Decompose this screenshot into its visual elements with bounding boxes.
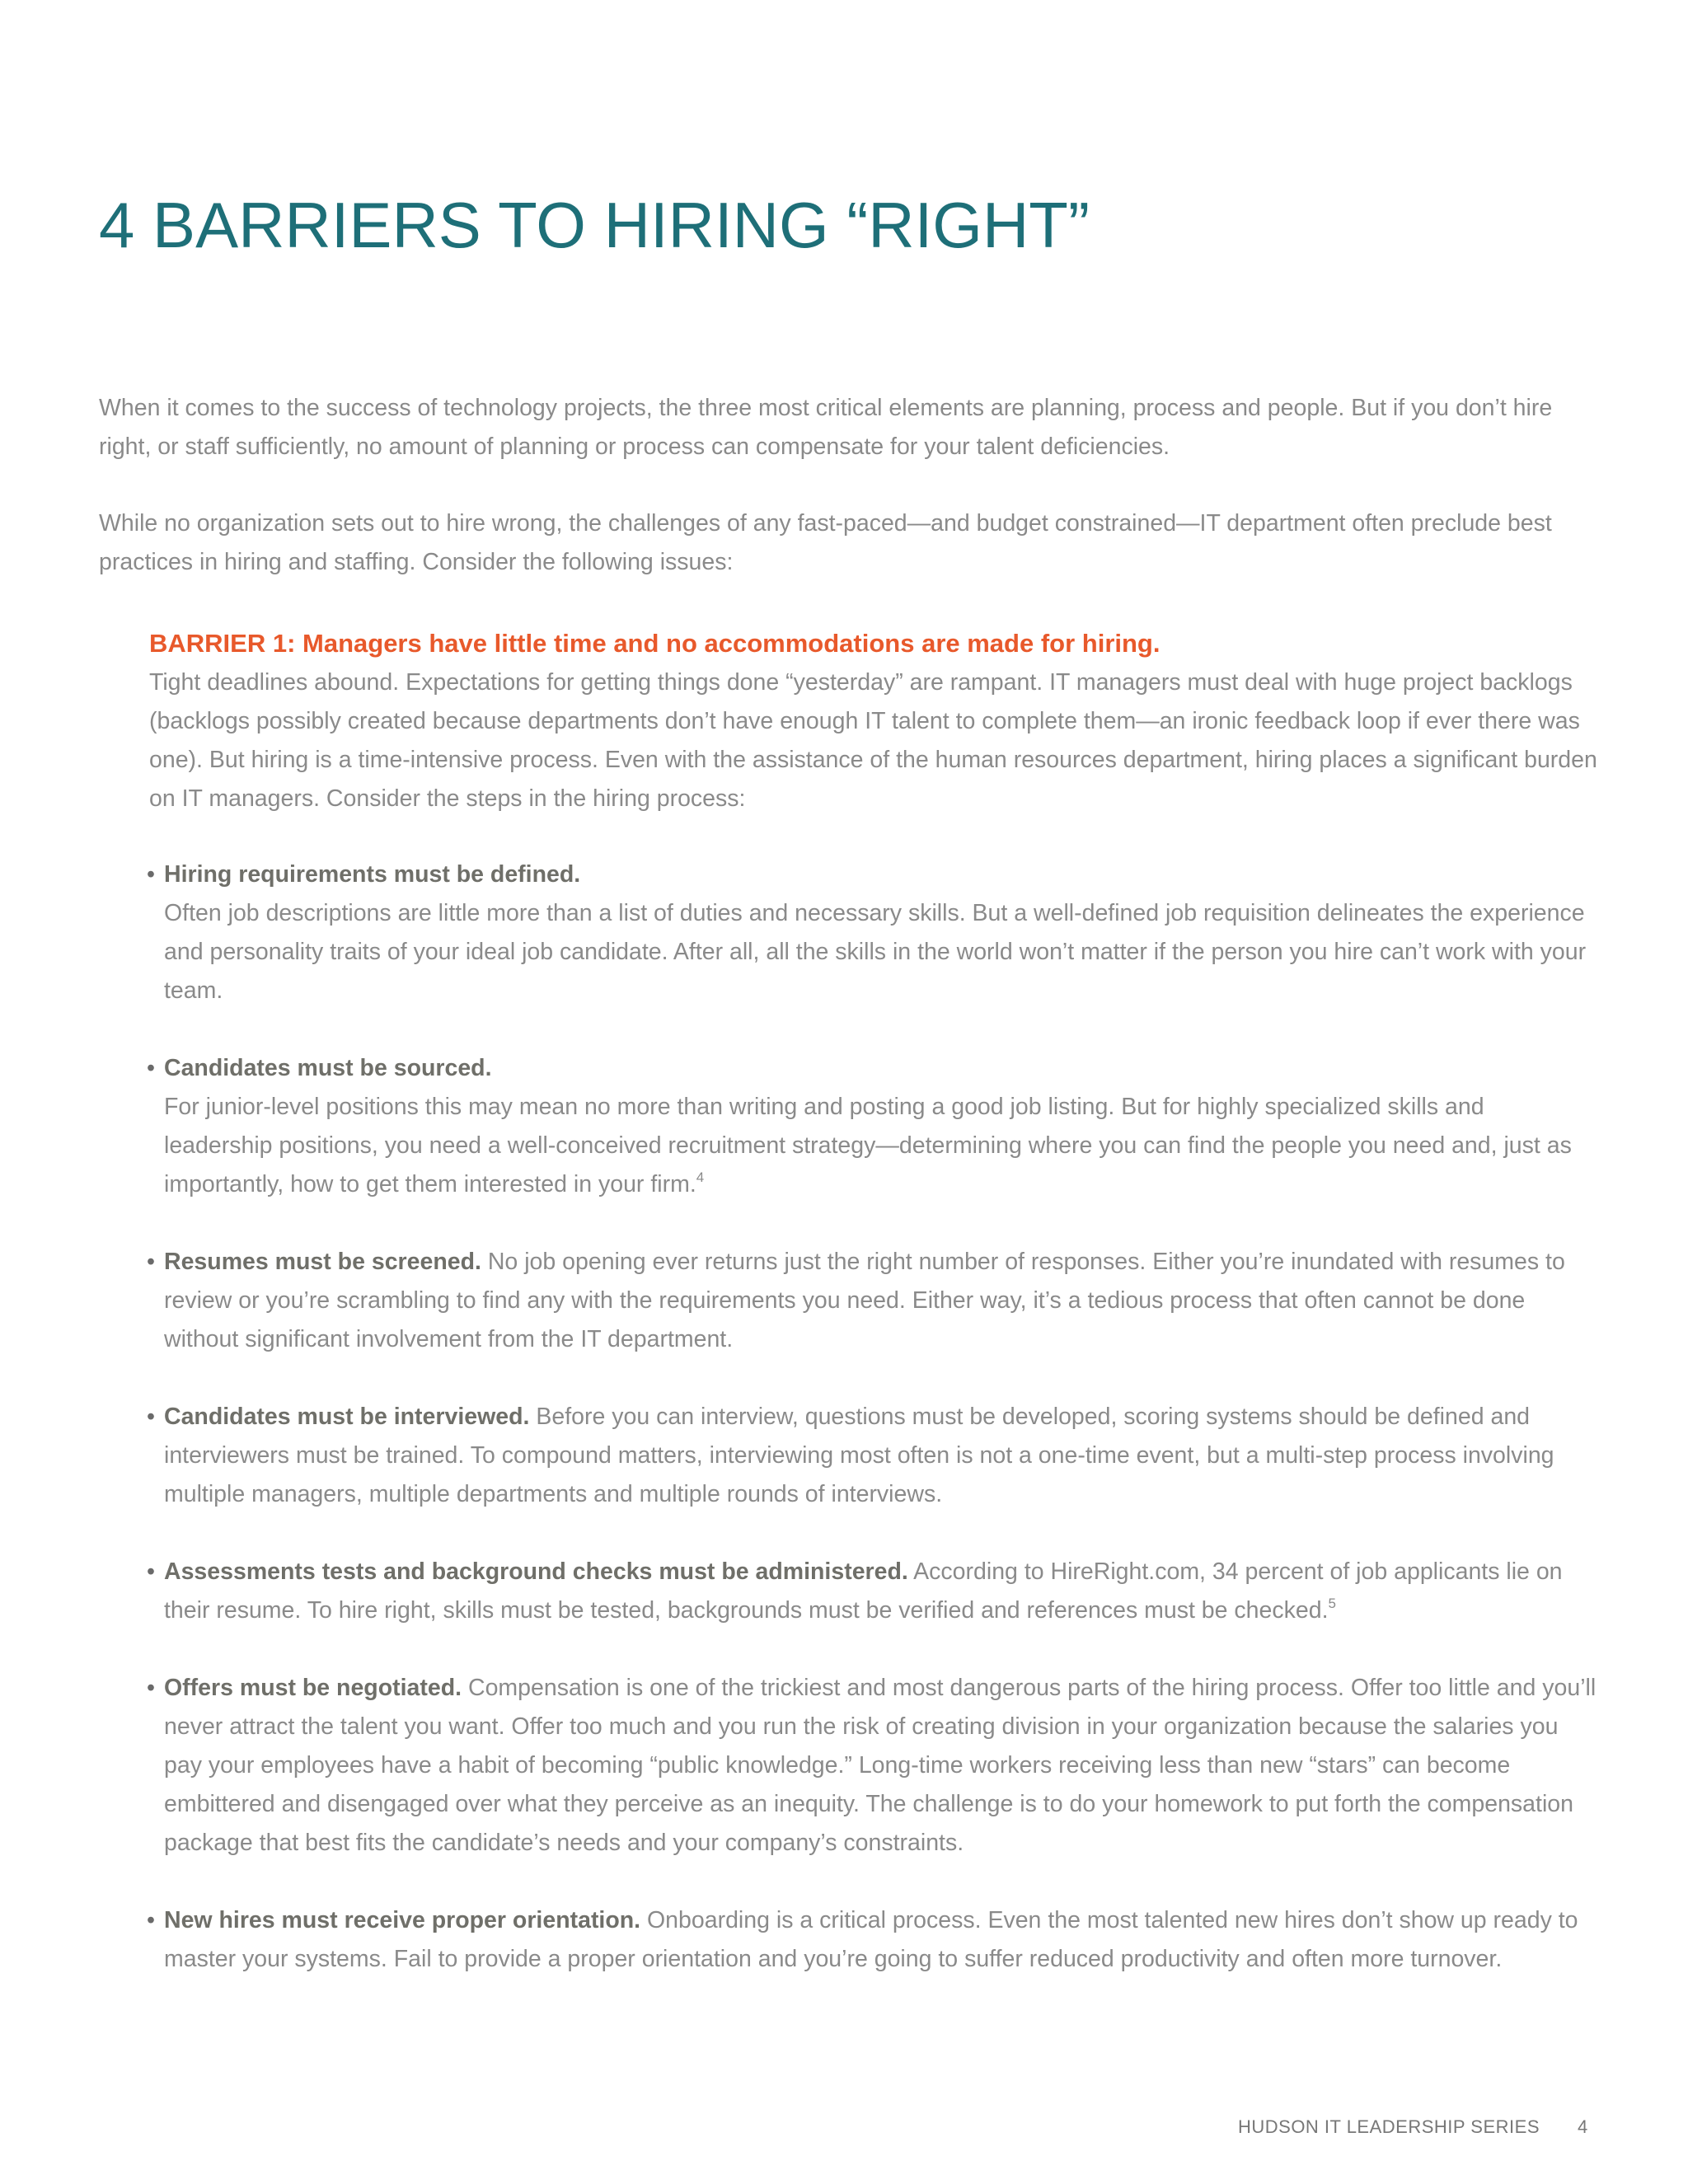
footer-series-name: HUDSON IT LEADERSHIP SERIES [1237, 2116, 1540, 2137]
footnote-marker: 4 [696, 1169, 705, 1185]
bullet-text: For junior-level positions this may mean no more than writing and posting a good job listing. But for highly specialized skills and leadership positions, you need a well-conceived recruitment strategy—determining where you can find the people you need and, just as importantly, how to get them interested in your firm. [164, 1094, 1572, 1197]
bullet-text: Onboarding is a critical process. Even the most talented new hires don’t show up ready to master your systems. Fail to provide a proper orientation and you’re going to suffer reduced productivity and often more turnover. [164, 1907, 1578, 1972]
bullet-title: Resumes must be screened. [164, 1249, 481, 1275]
bullet-title: Offers must be negotiated. [164, 1675, 462, 1701]
bullet-title: Candidates must be sourced. [164, 1055, 492, 1081]
bullet-title: New hires must receive proper orientation. [164, 1907, 641, 1933]
page-title: 4 BARRIERS TO HIRING “RIGHT” [99, 189, 1090, 261]
bullet-text: Compensation is one of the trickiest and most dangerous parts of the hiring process. Offer too little and you’ll never attract the talent you want. Offer too much and you run the risk of creating division in your organization because the salaries you pay your employees have a habit of becoming “public knowledge.” Long-time workers receiving less than new “stars” can become embittered and disengaged over what they perceive as an inequity. The challenge is to do your homework to put forth the compensation package that best fits the candidate’s needs and your company’s constraints. [164, 1675, 1597, 1856]
bullet-icon: • [147, 1249, 155, 1275]
footnote-marker: 5 [1328, 1596, 1336, 1611]
bullet-icon: • [147, 1404, 155, 1430]
list-item [147, 1049, 1597, 1204]
bullet-text: Often job descriptions are little more than a list of duties and necessary skills. But a well-defined job requisition delineates the experience and personality traits of your ideal job candidate. After all, all the skills in the world won’t matter if the person you hire can’t work with your team. [164, 900, 1587, 1004]
list-item [147, 1553, 1597, 1630]
intro-paragraph: While no organization sets out to hire wrong, the challenges of any fast-paced—and budget constrained—IT department often preclude best practices in hiring and staffing. Consider the following issues: [99, 510, 1552, 575]
bullet-title: Candidates must be interviewed. [164, 1404, 530, 1430]
bullet-text: Before you can interview, questions must be developed, scoring systems should be defined and interviewers must be trained. To compound matters, interviewing most often is not a one-time event, but a multi-step process involving multiple managers, multiple departments and multiple rounds of interviews. [164, 1404, 1554, 1507]
list-item [147, 1669, 1597, 1863]
intro-paragraph: When it comes to the success of technology projects, the three most critical elements are planning, process and people. But if you don’t hire right, or staff sufficiently, no amount of planning or process can compensate for your talent deficiencies. [99, 395, 1553, 460]
list-item [147, 1243, 1597, 1359]
barrier-body: Tight deadlines abound. Expectations for getting things done “yesterday” are rampant. IT managers must deal with huge project backlogs (backlogs possibly created because departments don’t have enough IT talent to complete them—an ironic feedback loop if ever there was one). But hiring is a time-intensive process. Even with the assistance of the human resources department, hiring places a significant burden on IT managers. Consider the steps in the hiring process: [149, 669, 1597, 812]
page-number: 4 [1578, 2116, 1588, 2137]
bullet-icon: • [147, 1055, 155, 1081]
list-item [147, 1398, 1597, 1514]
bullet-text: No job opening ever returns just the right number of responses. Either you’re inundated with resumes to review or you’re scrambling to find any with the requirements you need. Either way, it’s a tedious process that often cannot be done without significant involvement from the IT department. [164, 1249, 1565, 1352]
bullet-icon: • [147, 861, 155, 888]
hiring-steps-list [147, 855, 1597, 2018]
bullet-title: Assessments tests and background checks must be administered. [164, 1558, 908, 1585]
barrier-heading: BARRIER 1: Managers have little time and no accommodations are made for hiring. [149, 629, 1160, 658]
bullet-title: Hiring requirements must be defined. [164, 861, 581, 888]
list-item [147, 855, 1597, 1010]
list-item [147, 1901, 1597, 1979]
bullet-icon: • [147, 1558, 155, 1585]
bullet-text: According to HireRight.com, 34 percent of job applicants lie on their resume. To hire right, skills must be tested, backgrounds must be verified and references must be checked. [164, 1558, 1563, 1624]
bullet-icon: • [147, 1675, 155, 1701]
bullet-icon: • [147, 1907, 155, 1933]
